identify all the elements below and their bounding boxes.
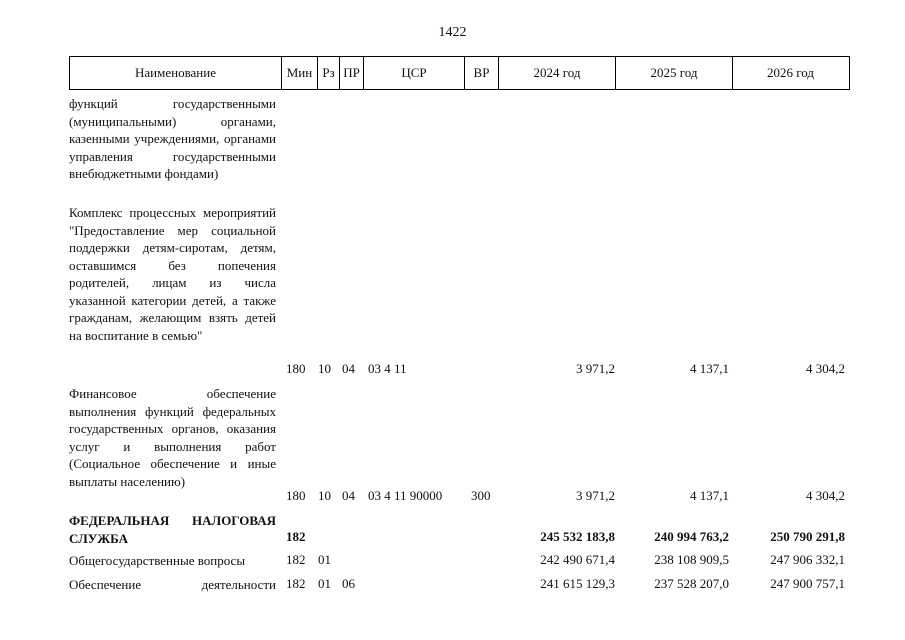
header-min: Мин xyxy=(282,57,318,89)
row-2024: 245 532 183,8 xyxy=(540,529,615,544)
row-name: функций государственными (муниципальными) органами, казенными учреждениями, органами управления государственными внебюджетными фондами) xyxy=(69,96,276,181)
row-name: Финансовое обеспечение выполнения функций федеральных государственных органов, оказания услуг и выполнения работ (Социальное обеспечение и иные выплаты населению) xyxy=(69,386,276,489)
row-min: 182 xyxy=(286,552,306,567)
row-2025: 4 137,1 xyxy=(690,488,729,503)
row-2026: 4 304,2 xyxy=(806,361,845,376)
row-csr: 03 4 11 xyxy=(368,361,407,376)
row-2024: 241 615 129,3 xyxy=(540,576,615,591)
row-min: 180 xyxy=(286,488,306,503)
table-header xyxy=(69,56,850,90)
header-csr: ЦСР xyxy=(364,57,465,89)
row-2026: 247 906 332,1 xyxy=(770,552,845,567)
header-rz: Рз xyxy=(318,57,340,89)
row-min: 182 xyxy=(286,529,306,544)
row-pr: 06 xyxy=(342,576,355,591)
row-name: Обеспечение деятельности xyxy=(69,577,276,592)
row-rz: 10 xyxy=(318,488,331,503)
row-pr: 04 xyxy=(342,361,355,376)
header-2026: 2026 год xyxy=(767,65,814,80)
row-name: ФЕДЕРАЛЬНАЯ НАЛОГОВАЯ СЛУЖБА xyxy=(69,513,276,546)
row-2024: 242 490 671,4 xyxy=(540,552,615,567)
row-2024: 3 971,2 xyxy=(576,488,615,503)
row-2026: 250 790 291,8 xyxy=(770,529,845,544)
row-2025: 238 108 909,5 xyxy=(654,552,729,567)
row-rz: 01 xyxy=(318,576,331,591)
row-rz: 10 xyxy=(318,361,331,376)
row-min: 180 xyxy=(286,361,306,376)
row-name: Общегосударственные вопросы xyxy=(69,553,246,568)
header-pr: ПР xyxy=(340,57,364,89)
row-2025: 240 994 763,2 xyxy=(654,529,729,544)
row-2026: 4 304,2 xyxy=(806,488,845,503)
header-vr: ВР xyxy=(465,57,499,89)
header-2024: 2024 год xyxy=(499,57,616,89)
row-2025: 237 528 207,0 xyxy=(654,576,729,591)
row-2025: 4 137,1 xyxy=(690,361,729,376)
header-2025: 2025 год xyxy=(616,57,733,89)
row-min: 182 xyxy=(286,576,306,591)
row-rz: 01 xyxy=(318,552,331,567)
header-name: Наименование xyxy=(70,57,282,89)
row-2024: 3 971,2 xyxy=(576,361,615,376)
row-name: Комплекс процессных мероприятий "Предоставление мер социальной поддержки детям-сиротам, детям, оставшимся без попечения родителей, лицам из числа указанной категории детей, а также гражданам, желающим взять детей на воспитание в семью" xyxy=(69,205,276,343)
row-vr: 300 xyxy=(471,488,491,503)
page-number: 1422 xyxy=(438,25,467,40)
row-pr: 04 xyxy=(342,488,355,503)
row-csr: 03 4 11 90000 xyxy=(368,488,443,503)
row-2026: 247 900 757,1 xyxy=(770,576,845,591)
